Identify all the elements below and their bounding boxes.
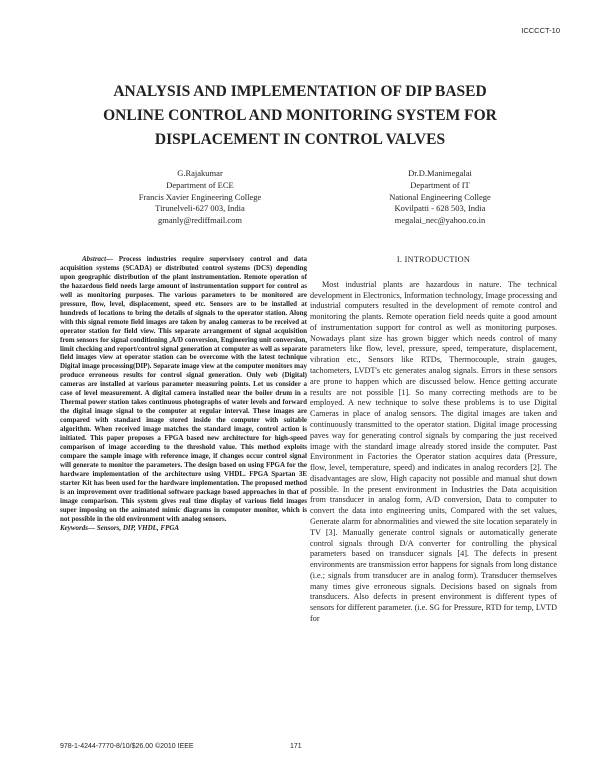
author-email: gmanly@rediffmail.com (158, 215, 242, 226)
author-institution: Francis Xavier Engineering College (138, 191, 262, 202)
author-block (320, 168, 560, 227)
author-department: Department of IT (410, 179, 470, 190)
abstract-paragraph (60, 255, 307, 524)
author-location: Kovilpatti - 628 503, India (394, 203, 486, 214)
page-number: 171 (290, 743, 302, 750)
abstract-text: Process industries require supervisory control and data acquisition systems (SCADA) or distributed control systems (DCS) depending upon geographic distribution of the plant instrumentation. Remote operation of the hazardous field needs large amount of instrumentation support for control as well as monitoring purposes. The various parameters to be monitored are pressure, flow, level, displacement, speed etc. Sensors are to be installed at hundreds of locations to bring the details of signals to the operator station. Along with this signal remote field images are taken by analog cameras to be received at operator station for field view. This separate arrangement of signal acquisition from sensors for signal conditioning ,A/D conversion, Engineering unit conversion, limit checking and report/control signal generation at computer as well as separate field images view at operator station can be overcome with the latest technique Digital image processing(DIP). Separate image view at the computer monitors may produce erroneous results for control signal generation. Only web (Digital) cameras are installed at various parameter measuring points. Let us consider a case of level measurement. A digital camera installed near the boiler drum in a Thermal power station takes continuous photographs of water levels and forward the digital image signal to the computer at regular interval. These images are compared with standard image stored inside the computer with suitable algorithm. When received image matches the standard image, control action is initiated. This paper proposes a FPGA based new architecture for high-speed comparison of image according to the threshold value. This method exploits compare the sample image with reference image, if changes occur control signal will generate to monitor the parameters. The design based on using FPGA for the hardware implementation of the architecture using VHDL. FPGA Spartan 3E starter Kit has been used for the hardware implementation. The proposed method is an improvement over traditional software package based approaches in that of image comparison. This system gives real time display of various field images super imposing on the animated mimic diagrams in computer monitor, which is not possible in the old environment with analog sensors. (60, 255, 308, 523)
author-department: Department of ECE (166, 179, 234, 190)
title-line: ONLINE CONTROL AND MONITORING SYSTEM FOR (103, 107, 497, 124)
conference-id: ICCCCT-10 (521, 26, 560, 35)
author-institution: National Engineering College (389, 191, 491, 202)
author-location: Tirunelveli-627 003, India (155, 203, 245, 214)
title-line: ANALYSIS AND IMPLEMENTATION OF DIP BASED (113, 83, 487, 100)
section-heading: I. INTRODUCTION (396, 255, 471, 264)
author-name: Dr.D.Manimegalai (408, 168, 472, 178)
author-email: megalai_nec@yahoo.co.in (394, 215, 486, 226)
abstract-column (60, 255, 307, 533)
introduction-paragraph: Most industrial plants are hazardous in nature. The technical development in Electronics, Information technology, Image processing and industrial computers resulted in the development of remote control and monitoring the plants. Remote operation field needs quite a good amount of instrumentation support for control as well as monitoring purposes. Nowadays plant size has grown bigger which needs control of many parameters like flow, level, pressure, speed, temperature, displacement, vibration etc., Sensors like RTDs, Thermocouple, strain gauges, tachometers, LVDT's etc generates analog signals. Errors in these sensors are prone to happen which are discussed below. Hence getting accurate results are not possible [1]. So many correcting methods are to be employed. A new technique to solve these problems is to use Digital Cameras in place of analog sensors. The digital images are taken and continuously transmitted to the operator station. Digital image processing paves way for generating control signals by comparing the just received image with the standard image already stored inside the computer. Past Environment in Factories the Operator station acquires data (Pressure, flow, level, temperature, speed) and indicates in analog recorders [2]. The disadvantages are slow, High capacity not possible and manual shut down possible. In the present environment in Industries the Data acquisition from transducer in analog form, A/D conversion, Data to computer to convert the data into engineering units, Compared with the set values, Generate alarm for abnormalities and viewed the site location separately in TV [3]. Manually generate control signals or automatically generate control signals through D/A converter for controlling the physical parameters based on transducer signals [4]. The defects in present environments are transmission error happens for signals from long distance (i.e.; signals from transducer are in analog form). Transducer themselves many times give erroneous signals. Decisions based on signals from transducers. Also defects in present environment is different types of sensors for different parameter. (i.e. SG for Pressure, RTD for temp, LVTD for (310, 279, 557, 623)
copyright-notice: 978-1-4244-7770-8/10/$26.00 ©2010 IEEE (60, 743, 194, 750)
author-name: G.Rajakumar (177, 168, 223, 178)
title-line: DISPLACEMENT IN CONTROL VALVES (154, 131, 446, 148)
keywords: Keywords— Sensors, DIP, VHDL, FPGA (60, 523, 180, 532)
paper-title (50, 80, 550, 152)
author-block (80, 168, 320, 227)
introduction-column (310, 255, 557, 625)
abstract-label: Abstract— (82, 255, 114, 263)
